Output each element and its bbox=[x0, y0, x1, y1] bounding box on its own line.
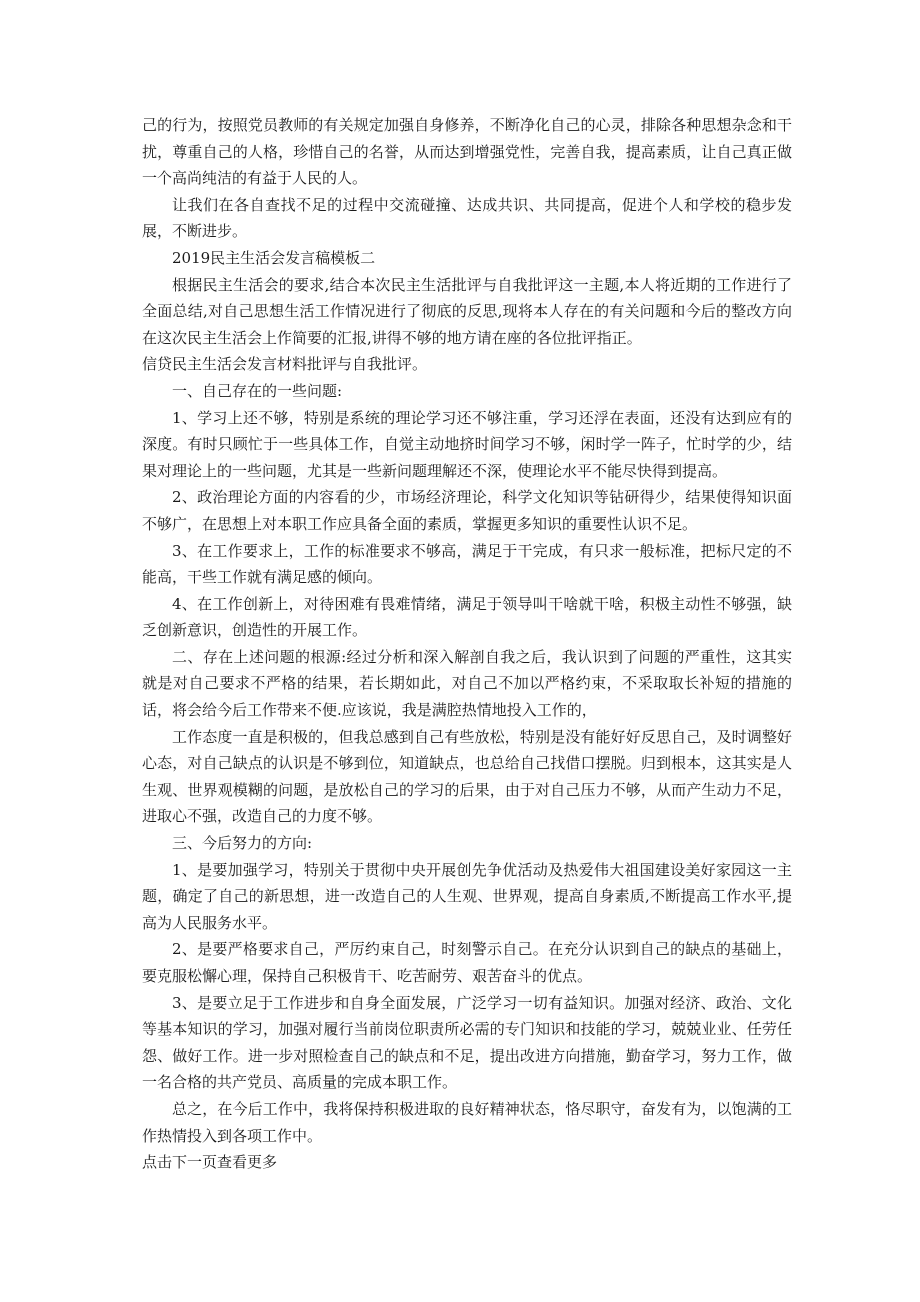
list-item: 1、是要加强学习，特别关于贯彻中央开展创先争优活动及热爱伟大祖国建设美好家园这一主题，确定了自己的新思想，进一改造自己的人生观、世界观，提高自身素质,不断提高工作水平,提高为人民服务水平。 bbox=[142, 860, 792, 932]
list-item: 4、在工作创新上，对待困难有畏难情绪，满足于领导叫干啥就干啥，积极主动性不够强，缺乏创新意识，创造性的开展工作。 bbox=[142, 594, 792, 640]
list-item: 1、学习上还不够，特别是系统的理论学习还不够注重，学习还浮在表面，还没有达到应有的深度。有时只顾忙于一些具体工作，自觉主动地挤时间学习不够，闲时学一阵子，忙时学的少，结果对理论上的一些问题，尤其是一些新问题理解还不深，使理论水平不能尽快得到提高。 bbox=[142, 408, 792, 480]
paragraph: 己的行为，按照党员教师的有关规定加强自身修养，不断净化自己的心灵，排除各种思想杂念和干扰，尊重自己的人格，珍惜自己的名誉，从而达到增强党性，完善自我，提高素质，让自己真正做一个高尚纯洁的有益于人民的人。 bbox=[142, 116, 792, 188]
section-title: 2019民主生活会发言稿模板二 bbox=[172, 248, 376, 267]
list-item: 2、政治理论方面的内容看的少，市场经济理论，科学文化知识等钻研得少，结果使得知识面不够广，在思想上对本职工作应具备全面的素质，掌握更多知识的重要性认识不足。 bbox=[142, 488, 792, 533]
paragraph: 工作态度一直是积极的，但我总感到自己有些放松，特别是没有能好好反思自己，及时调整好心态，对自己缺点的认识是不够到位，知道缺点，也总给自己找借口摆脱。归到根本，这其实是人生观、世界观模糊的问题，是放松自己的学习的后果，由于对自己压力不够，从而产生动力不足，进取心不强，改造自己的力度不够。 bbox=[142, 727, 792, 826]
section-heading: 三、今后努力的方向: bbox=[172, 834, 313, 853]
list-item: 3、在工作要求上，工作的标准要求不够高，满足于干完成，有只求一般标准，把标尺定的不能高，干些工作就有满足感的倾向。 bbox=[142, 541, 792, 587]
list-item: 2、是要严格要求自己，严厉约束自己，时刻警示自己。在充分认识到自己的缺点的基础上，要克服松懈心理，保持自己积极肯干、吃苦耐劳、艰苦奋斗的优点。 bbox=[142, 940, 792, 985]
paragraph: 总之，在今后工作中，我将保持积极进取的良好精神状态，恪尽职守，奋发有为，以饱满的工作热情投入到各项工作中。 bbox=[142, 1099, 792, 1145]
list-item: 3、是要立足于工作进步和自身全面发展，广泛学习一切有益知识。加强对经济、政治、文化等基本知识的学习，加强对履行当前岗位职责所必需的专门知识和技能的学习，兢兢业业、任劳任怨、做好工作。进一步对照检查自己的缺点和不足，提出改进方向措施，勤奋学习，努力工作，做一名合格的共产党员、高质量的完成本职工作。 bbox=[142, 993, 792, 1092]
section-heading: 一、自己存在的一些问题: bbox=[172, 381, 343, 400]
paragraph: 信贷民主生活会发言材料批评与自我批评。 bbox=[142, 355, 428, 374]
document-body bbox=[142, 112, 792, 1176]
next-page-link[interactable]: 点击下一页查看更多 bbox=[142, 1153, 278, 1172]
section-heading: 二、存在上述问题的根源:经过分析和深入解剖自我之后，我认识到了问题的严重性，这其实就是对自己要求不严格的结果，若长期如此，对自己不加以严格约束，不采取取长补短的措施的话，将会给今后工作带来不便.应该说，我是满腔热情地投入工作的， bbox=[142, 647, 792, 720]
paragraph: 让我们在各自查找不足的过程中交流碰撞、达成共识、共同提高，促进个人和学校的稳步发展，不断进步。 bbox=[142, 195, 792, 241]
paragraph: 根据民主生活会的要求,结合本次民主生活批评与自我批评这一主题,本人将近期的工作进行了全面总结,对自己思想生活工作情况进行了彻底的反思,现将本人存在的有关问题和今后的整改方向在这次民主生活会上作简要的汇报,讲得不够的地方请在座的各位批评指正。 bbox=[142, 275, 792, 347]
